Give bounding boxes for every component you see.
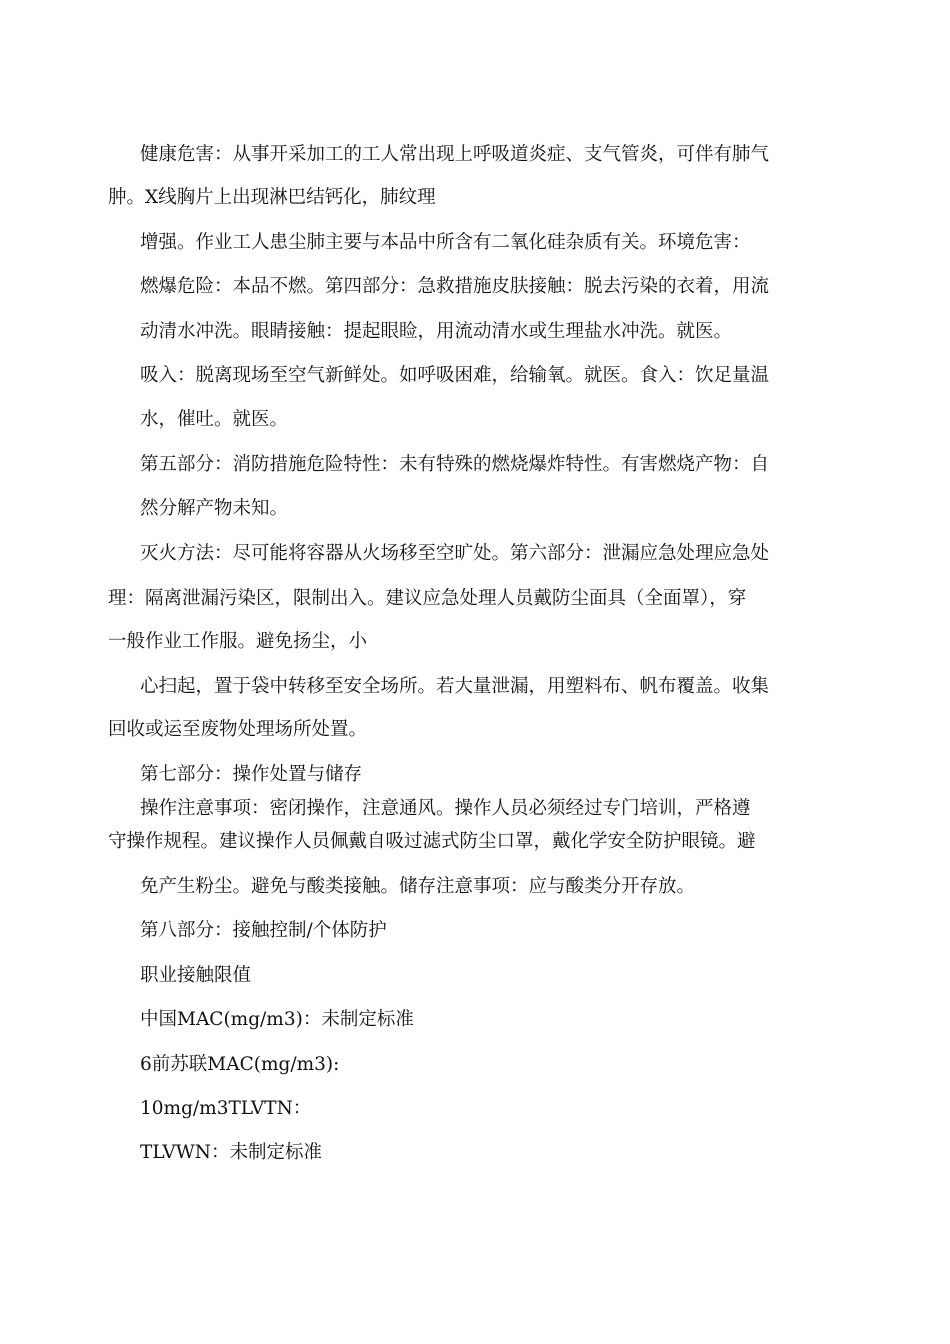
text-line: 燃爆危险：本品不燃。第四部分：急救措施皮肤接触：脱去污染的衣着，用流	[140, 276, 770, 297]
text-line: 操作注意事项：密闭操作，注意通风。操作人员必须经过专门培训，严格遵	[140, 798, 751, 819]
text-line: 吸入：脱离现场至空气新鲜处。如呼吸困难，给输氧。就医。食入：饮足量温	[140, 365, 770, 386]
text-line: 职业接触限值	[140, 965, 252, 986]
section-heading: 第七部分：操作处置与储存	[140, 764, 363, 785]
text-line: 水，催吐。就医。	[140, 409, 289, 430]
text-line: 守操作规程。建议操作人员佩戴自吸过滤式防尘口罩，戴化学安全防护眼镜。避	[108, 831, 756, 852]
text-line: 灭火方法：尽可能将容器从火场移至空旷处。第六部分：泄漏应急处理应急处	[140, 543, 770, 564]
text-line: 6前苏联MAC(mg/m3):	[140, 1054, 340, 1075]
text-line: 健康危害：从事开采加工的工人常出现上呼吸道炎症、支气管炎，可伴有肺气	[140, 144, 770, 165]
text-line: 动清水冲洗。眼睛接触：提起眼睑，用流动清水或生理盐水冲洗。就医。	[140, 321, 733, 342]
text-line: 然分解产物未知。	[140, 498, 289, 519]
text-line: 理：隔离泄漏污染区，限制出入。建议应急处理人员戴防尘面具（全面罩），穿	[108, 588, 747, 609]
text-line: 一般作业工作服。避免扬尘，小	[108, 631, 368, 652]
text-line: 回收或运至废物处理场所处置。	[108, 719, 368, 740]
text-line: 免产生粉尘。避免与酸类接触。储存注意事项：应与酸类分开存放。	[140, 876, 696, 897]
text-line: TLVWN：未制定标准	[140, 1142, 322, 1163]
text-line: 肿。X线胸片上出现淋巴结钙化，肺纹理	[108, 187, 436, 208]
text-line: 10mg/m3TLVTN：	[140, 1098, 312, 1119]
text-line: 中国MAC(mg/m3)：未制定标准	[140, 1009, 414, 1030]
text-line: 增强。作业工人患尘肺主要与本品中所含有二氧化硅杂质有关。环境危害：	[140, 232, 751, 253]
text-line: 心扫起，置于袋中转移至安全场所。若大量泄漏，用塑料布、帆布覆盖。收集	[140, 676, 770, 697]
text-line: 第五部分：消防措施危险特性：未有特殊的燃烧爆炸特性。有害燃烧产物：自	[140, 454, 770, 475]
section-heading: 第八部分：接触控制/个体防护	[140, 920, 387, 941]
